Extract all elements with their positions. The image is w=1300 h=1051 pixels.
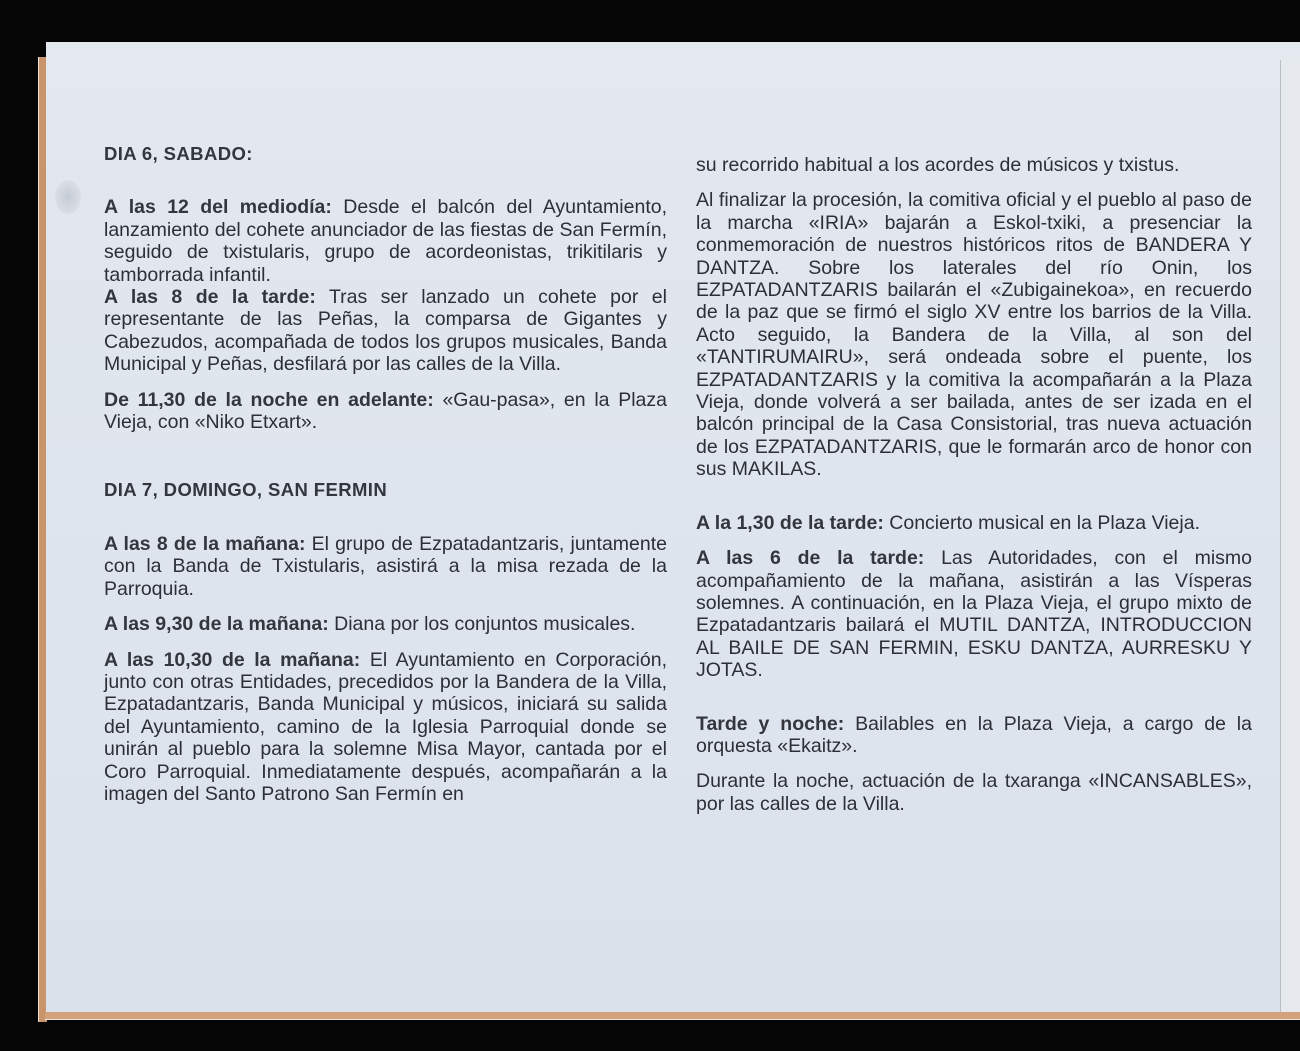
event-entry [104, 196, 667, 375]
event-time: A las 6 de la tarde: [696, 547, 925, 570]
day6-heading: DIA 6, SABADO: [104, 143, 253, 164]
event-entry [696, 713, 1252, 758]
left-column [104, 143, 667, 805]
event-entry: Al finalizar la procesión, la comitiva oficial y el pueblo al paso de la marcha «IRIA» bajarán a Eskol-txiki, a presenciar la conmemoración de nuestros históricos ritos de BANDERA Y DANTZA. Sobre los laterales del río Onin, los EZPATADANTZARIS bailarán el «Zubigainekoa», en recuerdo de la paz que se firmó el siglo XV entre los barrios de la Villa. Acto seguido, la Bandera de la Villa, al son del «TANTIRUMAIRU», será ondeada sobre el puente, los EZPATADANTZARIS y la comitiva la acompañarán a la Plaza Vieja, donde volverá a ser bailada, antes de ser izada en el balcón principal de la Casa Consistorial, tras nueva actuación de los EZPATADANTZARIS, que le formarán arco de honor con sus MAKILAS. [696, 189, 1252, 481]
event-text: Las Autoridades, con el mismo acompañamiento de la mañana, asistirán a las Vísperas solemnes. A continuación, en la Plaza Vieja, el grupo mixto de Ezpatadantzaris bailará el MUTIL DANTZA, INTRODUCCION AL BAILE DE SAN FERMIN, ESKU DANTZA, AURRESKU Y JOTAS. [696, 547, 1252, 682]
event-entry [104, 389, 667, 434]
event-text: Bailables en la Plaza Vieja, a cargo de la orquesta «Ekaitz». [696, 712, 1252, 757]
event-time: A la 1,30 de la tarde: [696, 511, 884, 534]
event-entry: Durante la noche, actuación de la txaranga «INCANSABLES», por las calles de la Villa. [696, 770, 1252, 815]
event-time: A las 8 de la mañana: [104, 532, 306, 555]
event-text: Diana por los conjuntos musicales. [328, 613, 636, 636]
event-entry [696, 547, 1252, 681]
event-entry [104, 613, 667, 635]
event-time: A las 10,30 de la mañana: [104, 648, 361, 671]
event-text: Desde el balcón del Ayuntamiento, lanzamiento del cohete anunciador de las fiestas de San Fermín, seguido de txistularis, grupo de acordeonistas, trikitilaris y tamborrada infantil. [104, 196, 667, 286]
event-text: Concierto musical en la Plaza Vieja. [883, 511, 1200, 534]
event-text: El Ayuntamiento en Corporación, junto con otras Entidades, precedidos por la Bandera de la Villa, Ezpatadantzaris, Banda Municipal y músicos, iniciará su salida del Ayuntamiento, camino de la Iglesia Parroquial donde se unirán al pueblo para la solemne Misa Mayor, cantada por el Coro Parroquial. Inmediatamente después, acompañarán a la imagen del Santo Patrono San Fermín en [104, 648, 667, 805]
event-entry [104, 649, 667, 806]
page-edge-bottom [45, 1011, 1300, 1020]
event-time: A las 12 del mediodía: [104, 196, 332, 219]
scan-smudge [55, 180, 81, 214]
event-text: «Gau-pasa», en la Plaza Vieja, con «Niko Etxart». [104, 388, 667, 434]
event-entry [104, 533, 667, 600]
event-time: De 11,30 de la noche en adelante: [104, 388, 434, 411]
event-continuation: su recorrido habitual a los acordes de músicos y txistus. [696, 154, 1180, 176]
day7-heading: DIA 7, DOMINGO, SAN FERMIN [104, 479, 388, 501]
event-time: Tarde y noche: [696, 712, 845, 735]
event-text: Tras ser lanzado un cohete por el representante de las Peñas, la comparsa de Gigantes y Cabezudos, acompañada de todos los grupos musicales, Banda Municipal y Peñas, desfilará por las calles de la Villa. [104, 286, 667, 376]
page-fold [1280, 60, 1300, 1012]
right-column [696, 154, 1252, 815]
event-time: A las 9,30 de la mañana: [104, 613, 329, 636]
event-entry [696, 512, 1252, 534]
event-text: El grupo de Ezpatadantzaris, juntamente con la Banda de Txistularis, asistirá a la misa rezada de la Parroquia. [104, 532, 667, 600]
event-time: A las 8 de la tarde: [104, 286, 316, 309]
